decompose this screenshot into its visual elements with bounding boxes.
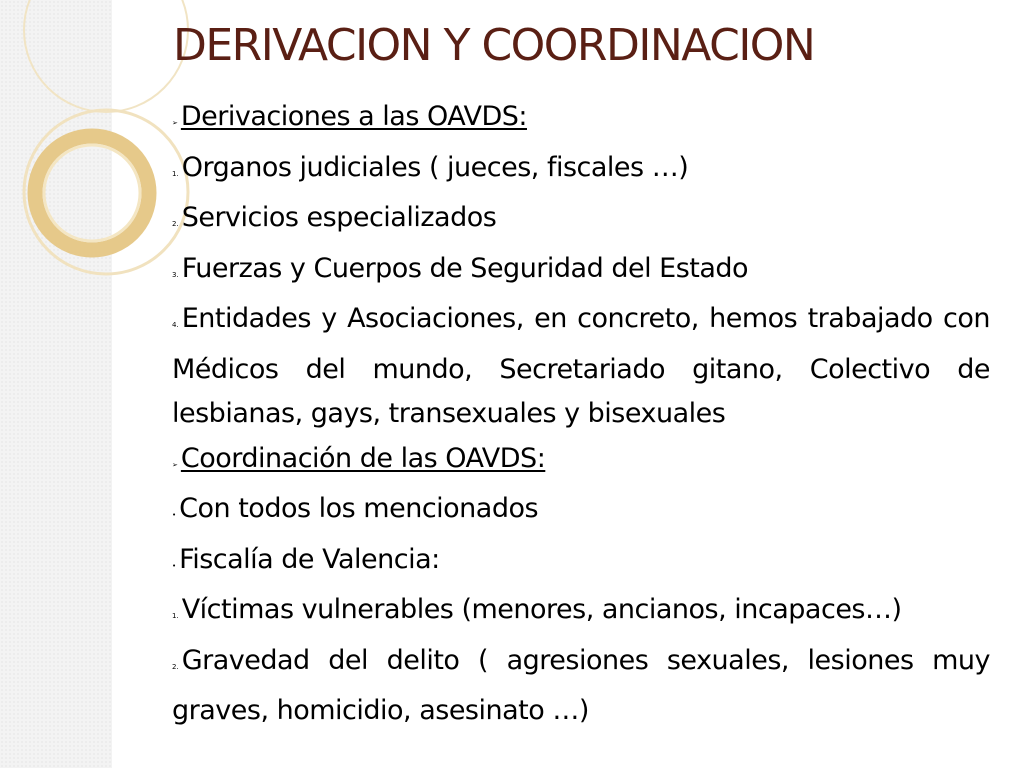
number-marker: 4. — [172, 321, 179, 329]
list-item-text: Derivaciones a las OAVDS: — [180, 101, 527, 132]
arrow-bullet-icon: ➢ — [172, 460, 178, 469]
list-item — [172, 196, 990, 247]
dot-bullet-icon: • — [172, 511, 177, 519]
number-marker: 2. — [172, 220, 179, 228]
gold-ring — [35, 136, 149, 250]
list-item — [172, 247, 990, 298]
list-item — [172, 538, 990, 589]
list-item — [172, 639, 990, 734]
list-item-text: Gravedad del delito ( agresiones sexuales, lesiones muy graves, homicidio, asesinato …) — [172, 644, 990, 726]
number-marker: 1. — [172, 169, 179, 178]
outer-ring — [24, 0, 188, 112]
decorative-rings — [0, 0, 140, 320]
section-heading-derivaciones — [172, 95, 990, 146]
list-item-text: Organos judiciales ( jueces, fiscales …) — [181, 151, 689, 183]
list-item-text: Entidades y Asociaciones, en concreto, hemos trabajado con Médicos del mundo, Secretariado gitano, Colectivo de lesbianas, gays, transexuales y bisexuales — [172, 303, 990, 429]
list-item — [172, 146, 990, 197]
gold-ring-highlight — [44, 145, 140, 241]
list-item-text: Víctimas vulnerables (menores, ancianos, incapaces…) — [181, 594, 902, 625]
list-item-text: Fiscalía de Valencia: — [179, 543, 440, 575]
slide-body — [172, 95, 990, 734]
section-heading-coordinacion — [172, 437, 990, 488]
list-item-text: Con todos los mencionados — [179, 493, 539, 524]
number-marker: 3. — [172, 270, 179, 279]
list-item — [172, 297, 990, 437]
slide-title: DERIVACION Y COORDINACION — [173, 20, 815, 71]
list-item — [172, 588, 990, 639]
arrow-bullet-icon: ➢ — [172, 119, 178, 127]
list-item-text: Servicios especializados — [181, 202, 497, 233]
number-marker: 2. — [172, 662, 179, 671]
list-item — [172, 487, 990, 538]
list-item-text: Fuerzas y Cuerpos de Seguridad del Estado — [181, 252, 749, 284]
number-marker: 1. — [172, 612, 179, 620]
list-item-text: Coordinación de las OAVDS: — [180, 442, 546, 474]
dot-bullet-icon: • — [172, 561, 177, 570]
